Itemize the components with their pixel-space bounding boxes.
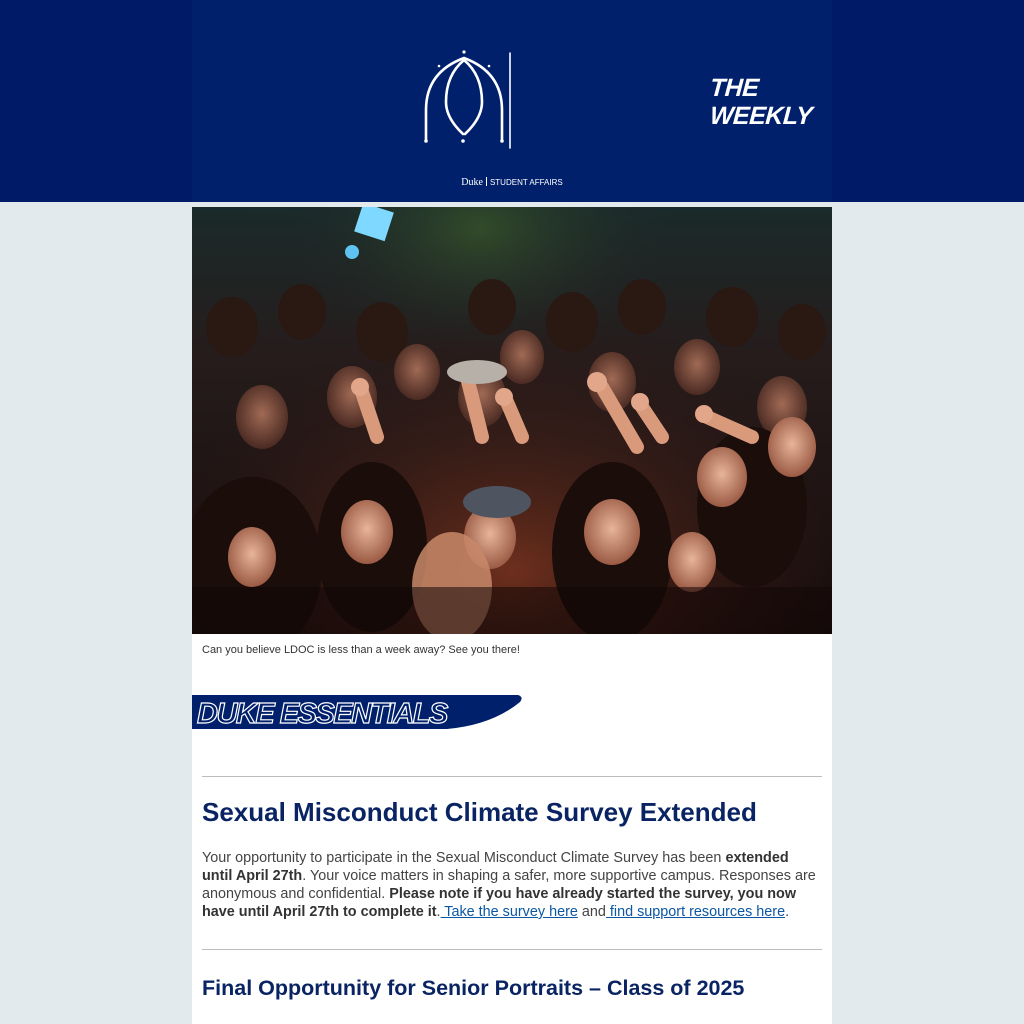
wordmark-divider xyxy=(486,177,487,186)
hero-crowd-photo xyxy=(192,207,832,634)
duke-wordmark: Duke xyxy=(461,177,483,188)
student-affairs-wordmark xyxy=(0,177,1024,188)
department-name: STUDENT AFFAIRS xyxy=(489,178,563,187)
section-banner-duke-essentials xyxy=(192,695,527,731)
take-survey-link[interactable]: Take the survey here xyxy=(440,904,578,920)
section-banner-label: DUKE ESSENTIALS xyxy=(197,698,447,730)
emphasis-text: Please note if you have already started the survey, you now have until April 27th to complete it xyxy=(202,886,797,920)
divider xyxy=(202,776,822,777)
article-title: Sexual Misconduct Climate Survey Extended xyxy=(202,797,757,827)
article-body: Your opportunity to participate in the Sexual Misconduct Climate Survey has been extended until April 27th. Your voice matters in shaping a safer, more supportive campus. Responses are anonymous and confidential. Please note if you have already started the survey, you now have until April 27th to complete it. Take the survey here and find support resources here. xyxy=(202,850,816,920)
article-title: Final Opportunity for Senior Portraits – Class of 2025 xyxy=(202,976,745,1000)
divider xyxy=(202,949,822,950)
newsletter-header xyxy=(192,0,832,202)
support-resources-link[interactable]: find support resources here xyxy=(605,904,786,920)
newsletter-title: THE WEEKLY xyxy=(709,74,814,130)
newsletter-content xyxy=(192,207,832,1024)
emphasis-text: extended until April 27th xyxy=(202,850,789,884)
hero-caption: Can you believe LDOC is less than a week away? See you there! xyxy=(202,644,520,656)
